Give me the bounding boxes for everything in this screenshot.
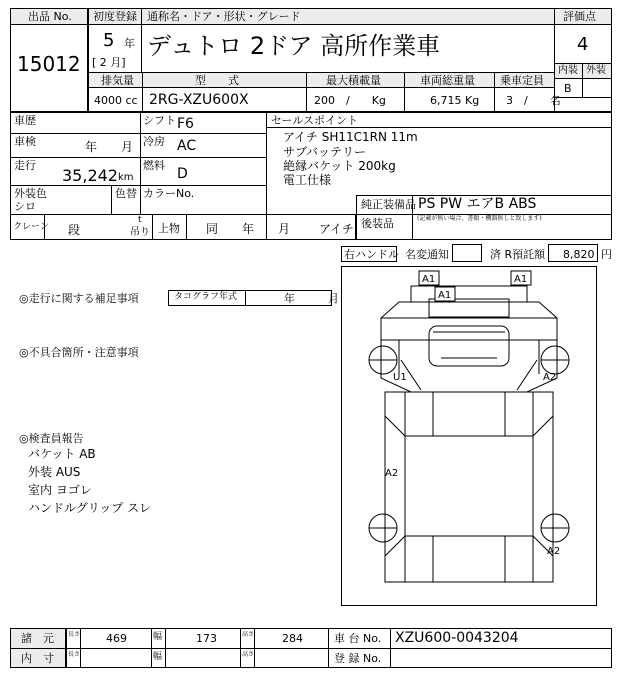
hist-div-a	[140, 112, 141, 214]
inspector-line: ハンドルグリップ スレ	[28, 501, 152, 515]
dims-label: 諸 元	[21, 632, 54, 645]
diagram-mark-a2: A2	[547, 546, 561, 557]
inner-length-label: 長さ	[68, 651, 81, 658]
bed-cross-lines	[405, 436, 533, 536]
hist-row-2	[10, 157, 266, 158]
diagram-mark-a2: A2	[543, 372, 557, 383]
handle-label: 右ハンドル	[344, 248, 399, 261]
diagram-mark-a1: A1	[422, 274, 436, 285]
diagram-mark-a1: A1	[514, 274, 528, 285]
spec-divider-2	[306, 72, 307, 112]
sales-point-line: アイチ SH11C1RN 11m	[283, 130, 418, 144]
lot-no: 15012	[17, 52, 81, 76]
grade: 4	[577, 34, 589, 55]
gross-weight-label: 車両総重量	[420, 74, 475, 87]
fuel: D	[177, 166, 188, 182]
diagram-mark-a1: A1	[438, 290, 452, 301]
door-lines	[401, 360, 537, 390]
first-reg-year: 5	[103, 30, 115, 51]
driving-notes-label: ◎走行に関する補足事項	[19, 292, 139, 305]
interior-grade: B	[564, 82, 572, 95]
model-name: デュトロ 2ドア 高所作業車	[147, 32, 441, 60]
name-change-box	[452, 244, 482, 262]
fuel-label: 燃料	[143, 159, 165, 172]
recycle-unit: 円	[601, 248, 612, 261]
width: 173	[196, 632, 217, 645]
footer-div-7	[328, 628, 329, 668]
inner-width-label: 幅	[153, 652, 163, 662]
crane-stage-unit: 段	[68, 223, 81, 237]
crane-lift-unit-top: t	[138, 215, 142, 225]
chassis-no: XZU600-0043204	[395, 630, 519, 646]
tacho-value: 年 月	[284, 292, 339, 305]
crane-row	[10, 214, 356, 240]
shift-label: シフト	[143, 114, 176, 127]
aircon-label: 冷房	[143, 135, 165, 148]
footer-div-6	[254, 628, 255, 668]
history-label: 車歴	[14, 114, 36, 127]
spec-divider-4	[494, 72, 495, 112]
tacho-label: タコグラフ年式	[174, 292, 238, 302]
displacement-label: 排気量	[101, 74, 134, 87]
color-div-a	[111, 185, 112, 214]
inspector-line: 外装 AUS	[28, 465, 81, 479]
crane-label: クレーン	[13, 222, 49, 232]
max-load-label: 最大積載量	[326, 74, 381, 87]
inspection-value: 年 月	[85, 140, 134, 154]
tacho-div	[245, 290, 246, 306]
width-label: 幅	[153, 632, 163, 642]
footer-row-div	[10, 648, 612, 649]
capacity-label: 乗車定員	[500, 74, 544, 87]
first-reg-year-unit: 年	[124, 37, 135, 50]
oem-label: 純正装備品	[361, 198, 416, 211]
first-reg-month: [ 2 月]	[92, 56, 126, 69]
windshield-lines	[433, 332, 505, 358]
displacement: 4000 cc	[94, 94, 138, 107]
cab-roof	[411, 286, 527, 302]
interior-label: 内装	[558, 65, 578, 76]
bed-corner-lines	[385, 416, 553, 436]
inner-height-label: 高さ	[242, 651, 255, 658]
footer-div-4	[165, 628, 166, 668]
model-code-label: 型 式	[195, 74, 239, 87]
diagram-mark-u1: U1	[393, 372, 407, 383]
spec-divider-3	[404, 72, 405, 112]
capacity: 3 / 名	[506, 94, 561, 107]
aftermarket-note: (記載が無い場合、書類・機器無しと致します)	[417, 215, 542, 222]
recycle-label: 済 R預託額	[490, 248, 546, 261]
gross-weight: 6,715 Kg	[430, 94, 480, 107]
aftermarket-label: 後装品	[361, 217, 394, 230]
lot-no-label: 出品 No.	[28, 10, 72, 23]
max-load: 200 / Kg	[314, 94, 386, 107]
bed-inner-sides	[405, 392, 533, 582]
ext-color: シロ	[14, 200, 36, 213]
sales-points-label: セールスポイント	[271, 114, 359, 127]
color-no-field-label: カラーNo.	[143, 187, 195, 200]
rear-bed	[385, 392, 553, 582]
grade-label: 評価点	[563, 10, 596, 23]
upper-value: 同 年 月	[206, 222, 291, 236]
cab-top-edge	[381, 302, 557, 318]
model-code: 2RG-XZU600X	[149, 92, 249, 108]
hist-row-1	[10, 133, 266, 134]
sales-point-line: サブバッテリー	[283, 145, 367, 159]
mileage-label: 走行	[14, 159, 36, 172]
height-label: 高さ	[242, 631, 255, 638]
inner-dims-label: 内 寸	[21, 652, 54, 665]
specs-label-row	[88, 72, 555, 88]
exterior-grade-cell	[582, 78, 612, 98]
dims-label-div	[10, 648, 66, 649]
upper-maker: アイチ	[319, 222, 354, 236]
bed-rear-corner-lines	[385, 536, 553, 556]
ext-color-label: 外装色	[14, 187, 47, 200]
reg-label: 登 録 No.	[334, 652, 382, 665]
footer-div-8	[390, 628, 391, 668]
bed-panel-lines	[433, 392, 505, 582]
spec-divider-1	[142, 72, 143, 112]
vehicle-diagram	[341, 266, 597, 606]
inspector-label: ◎検査員報告	[19, 432, 84, 445]
first-reg-label: 初度登録	[93, 10, 137, 23]
diagram-mark-a2: A2	[385, 468, 399, 479]
name-change-label: 名変通知	[405, 248, 449, 261]
chassis-label: 車 台 No.	[334, 632, 382, 645]
upper-label: 上物	[158, 222, 180, 235]
mileage-unit: km	[118, 172, 134, 183]
model-name-label: 通称名・ドア・形状・グレード	[147, 10, 301, 23]
inspection-label: 車検	[14, 135, 36, 148]
hist-row-3	[10, 185, 266, 186]
shift: F6	[177, 116, 194, 132]
crane-div-c	[186, 214, 187, 240]
crane-lift-unit-bottom: 吊り	[130, 227, 150, 238]
oem-items: PS PW エアB ABS	[418, 196, 537, 212]
cab-front	[381, 318, 557, 340]
sales-point-line: 電工仕様	[283, 173, 332, 187]
crane-div-b	[152, 214, 153, 240]
length-label: 長さ	[68, 631, 81, 638]
footer-div-3	[151, 628, 152, 668]
exterior-label: 外装	[586, 65, 606, 76]
inspector-line: バケット AB	[28, 447, 96, 461]
footer-div-2	[80, 628, 81, 668]
footer-div-1	[66, 628, 67, 668]
cab-pillars	[399, 340, 539, 374]
recycle-amount: 8,820	[563, 248, 595, 261]
length: 469	[106, 632, 127, 645]
defects-label: ◎不具合箇所・注意事項	[19, 346, 139, 359]
aircon: AC	[177, 138, 197, 154]
inspector-line: 室内 ヨゴレ	[28, 483, 92, 497]
height: 284	[282, 632, 303, 645]
sales-points-underline	[266, 127, 612, 128]
footer-div-5	[240, 628, 241, 668]
color-no-label: 色替	[115, 187, 137, 200]
mileage: 35,242	[62, 166, 118, 185]
sales-point-line: 絶縁バケット 200kg	[283, 159, 396, 173]
